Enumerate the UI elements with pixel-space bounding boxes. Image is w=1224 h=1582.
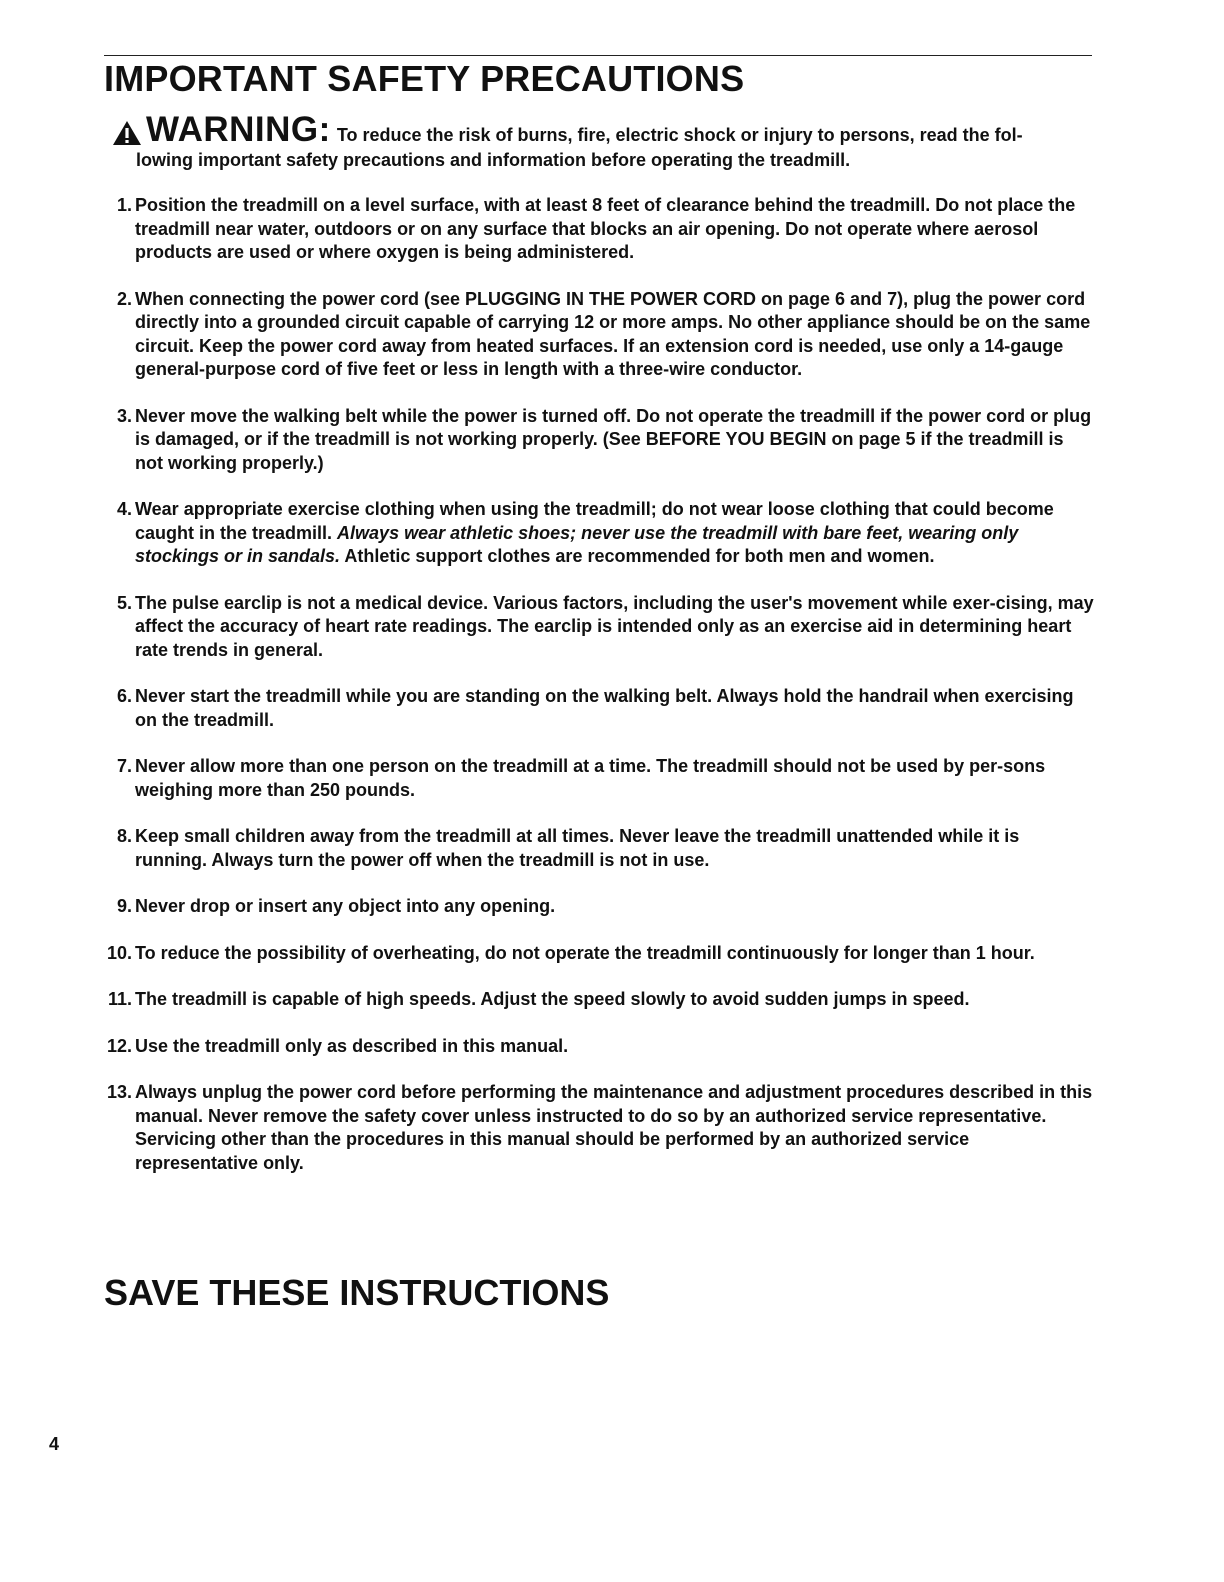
page-number: 4 xyxy=(49,1434,60,1454)
warning-text-line2: lowing important safety precautions and information before operating the treadmill. xyxy=(136,150,851,170)
warning-text-line1: To reduce the risk of burns, fire, electric shock or injury to persons, read the fol- xyxy=(336,125,1023,145)
list-item xyxy=(104,825,1096,872)
item-number: 8. xyxy=(116,826,132,846)
item-text: Use the treadmill only as described in this manual. xyxy=(135,1035,569,1056)
safety-list xyxy=(104,194,1096,1198)
list-item xyxy=(104,1035,1096,1059)
save-instructions-heading: SAVE THESE INSTRUCTIONS xyxy=(104,1272,610,1313)
item-number: 4. xyxy=(116,499,132,519)
page-title: IMPORTANT SAFETY PRECAUTIONS xyxy=(104,58,745,99)
list-item xyxy=(104,988,1096,1012)
item-number: 10. xyxy=(106,942,132,963)
item-text: Never drop or insert any object into any opening. xyxy=(135,896,556,916)
list-item xyxy=(104,1081,1096,1175)
warning-triangle-icon xyxy=(112,120,142,146)
item-number: 7. xyxy=(116,756,132,776)
warning-label: WARNING: xyxy=(146,110,331,149)
item-text: Never move the walking belt while the power is turned off. Do not operate the treadmill if the power cord or plug is damaged, or if the treadmill is not working properly. (See BEFORE YOU BEGIN on page 5 if the treadmill is not working properly.) xyxy=(135,405,1092,473)
item-text: To reduce the possibility of overheating, do not operate the treadmill continuously for longer than 1 hour. xyxy=(135,942,1035,963)
item-number: 11. xyxy=(107,989,132,1009)
list-item xyxy=(104,942,1096,966)
item-text: Athletic support clothes are recommended for both men and women. xyxy=(344,546,935,566)
item-number: 3. xyxy=(116,405,132,426)
list-item xyxy=(104,405,1096,476)
list-item xyxy=(104,755,1096,802)
item-number: 1. xyxy=(116,195,132,215)
list-item xyxy=(104,895,1096,919)
item-text: Never allow more than one person on the treadmill at a time. The treadmill should not be used by per-sons weighing more than 250 pounds. xyxy=(135,756,1046,800)
item-number: 12. xyxy=(106,1035,132,1056)
list-item xyxy=(104,685,1096,732)
item-text: Always unplug the power cord before performing the maintenance and adjustment procedures described in this manual. Never remove the safety cover unless instructed to do so by an authorized service representative. Servicing other than the procedures in this manual should be performed by an authorized service representative only. xyxy=(135,1082,1093,1173)
list-item xyxy=(104,288,1096,382)
warning-line xyxy=(112,110,1097,149)
item-number: 13. xyxy=(106,1082,132,1102)
warning-block xyxy=(112,110,1097,173)
item-text: The treadmill is capable of high speeds. Adjust the speed slowly to avoid sudden jumps in speed. xyxy=(135,989,970,1009)
item-text: The pulse earclip is not a medical device. Various factors, including the user's movement while exer-cising, may affect the accuracy of heart rate readings. The earclip is intended only as an exercise aid in determining heart rate trends in general. xyxy=(135,592,1094,660)
item-text: Never start the treadmill while you are standing on the walking belt. Always hold the handrail when exercising on the treadmill. xyxy=(135,686,1074,730)
list-item xyxy=(104,592,1096,663)
item-number: 9. xyxy=(116,896,132,916)
item-text-emphasis: Always wear athletic shoes; never use the treadmill with bare feet, wearing only stockings or in sandals. xyxy=(135,522,1019,566)
item-text: When connecting the power cord (see PLUGGING IN THE POWER CORD on page 6 and 7), plug the power cord directly into a grounded circuit capable of carrying 12 or more amps. No other appliance should be on the same circuit. Keep the power cord away from heated surfaces. If an extension cord is needed, use only a 14-gauge general-purpose cord of five feet or less in length with a three-wire conductor. xyxy=(135,288,1091,379)
top-rule xyxy=(104,55,1092,56)
item-number: 6. xyxy=(116,686,132,706)
item-text: Wear appropriate exercise clothing when using the treadmill; do not wear loose clothing that could become caught in the treadmill. xyxy=(135,499,1054,543)
item-number: 2. xyxy=(116,288,132,309)
list-item xyxy=(104,498,1096,569)
item-number: 5. xyxy=(116,592,132,613)
list-item xyxy=(104,194,1096,265)
item-text: Position the treadmill on a level surface, with at least 8 feet of clearance behind the treadmill. Do not place the treadmill near water, outdoors or on any surface that blocks an air opening. Do not operate where aerosol products are used or where oxygen is being administered. xyxy=(135,195,1076,262)
item-text: Keep small children away from the treadmill at all times. Never leave the treadmill unattended while it is running. Always turn the power off when the treadmill is not in use. xyxy=(135,826,1020,870)
